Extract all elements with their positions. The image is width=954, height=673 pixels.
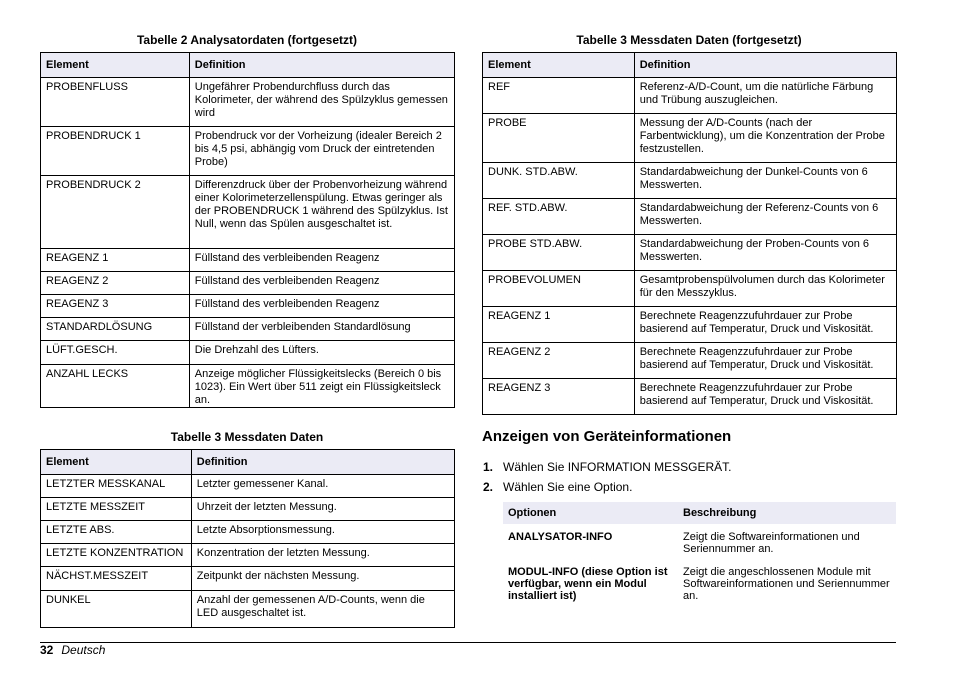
- table-row: [41, 567, 455, 591]
- element-cell: REF: [483, 78, 635, 114]
- element-cell: REAGENZ 2: [41, 272, 190, 295]
- table-row: [503, 559, 896, 605]
- footer-divider: [40, 642, 896, 643]
- table-header-row: [503, 502, 896, 524]
- definition-cell: Gesamtprobenspülvolumen durch das Kolorimeter für den Messzyklus.: [634, 271, 896, 307]
- definition-cell: Berechnete Reagenzzufuhrdauer zur Probe basierend auf Temperatur, Druck und Viskosität.: [634, 307, 896, 343]
- column-header: Optionen: [503, 502, 678, 524]
- table-row: [41, 544, 455, 567]
- table3-cont-caption: Tabelle 3 Messdaten Daten (fortgesetzt): [576, 33, 802, 47]
- element-cell: REF. STD.ABW.: [483, 199, 635, 235]
- element-cell: REAGENZ 2: [483, 343, 635, 379]
- definition-cell: Referenz-A/D-Count, um die natürliche Färbung und Trübung auszugleichen.: [634, 78, 896, 114]
- element-cell: REAGENZ 3: [41, 295, 190, 318]
- table-row: [483, 78, 897, 114]
- option-name: ANALYSATOR-INFO: [508, 531, 613, 543]
- table-row: [483, 199, 897, 235]
- section-heading: Anzeigen von Geräteinformationen: [482, 428, 732, 445]
- definition-cell: Berechnete Reagenzzufuhrdauer zur Probe basierend auf Temperatur, Druck und Viskosität.: [634, 379, 896, 415]
- element-cell: PROBENFLUSS: [41, 78, 190, 127]
- element-cell: PROBE STD.ABW.: [483, 235, 635, 271]
- element-cell: REAGENZ 1: [41, 249, 190, 272]
- column-header: Element: [41, 53, 190, 78]
- step-item: [483, 457, 897, 477]
- element-cell: LÜFT.GESCH.: [41, 341, 190, 365]
- definition-cell: Anzeige möglicher Flüssigkeitslecks (Bereich 0 bis 1023). Ein Wert über 511 zeigt ein Flüssigkeitsleck an.: [189, 365, 454, 408]
- measurement-data-table-continued: [482, 52, 897, 415]
- definition-cell: Füllstand des verbleibenden Reagenz: [189, 272, 454, 295]
- options-table: [503, 502, 896, 605]
- element-cell: PROBENDRUCK 1: [41, 127, 190, 176]
- table-row: [483, 343, 897, 379]
- table-row: [483, 379, 897, 415]
- column-header: Beschreibung: [678, 502, 896, 524]
- definition-cell: Differenzdruck über der Probenvorheizung während einer Kolorimeterzellenspülung. Etwas geringer als der PROBENDRUCK 1 während des Spülzyklus. Ist Null, wenn das Spülen ausgeschaltet ist.: [189, 176, 454, 249]
- table2-caption: Tabelle 2 Analysatordaten (fortgesetzt): [136, 33, 358, 47]
- definition-cell: Konzentration der letzten Messung.: [191, 544, 454, 567]
- definition-cell: Ungefährer Probendurchfluss durch das Kolorimeter, der während des Spülzyklus gemessen wird: [189, 78, 454, 127]
- column-header: Element: [483, 53, 635, 78]
- element-cell: LETZTE ABS.: [41, 521, 192, 544]
- element-cell: DUNK. STD.ABW.: [483, 163, 635, 199]
- element-cell: REAGENZ 1: [483, 307, 635, 343]
- element-cell: LETZTER MESSKANAL: [41, 475, 192, 498]
- table-row: [41, 365, 455, 408]
- table-row: [41, 521, 455, 544]
- step-number: 1.: [483, 460, 494, 474]
- element-cell: LETZTE MESSZEIT: [41, 498, 192, 521]
- table-row: [41, 341, 455, 365]
- option-description: Zeigt die Softwareinformationen und Seriennummer an.: [683, 531, 860, 555]
- definition-cell: Füllstand des verbleibenden Reagenz: [189, 295, 454, 318]
- element-cell: NÄCHST.MESSZEIT: [41, 567, 192, 591]
- step-text: Wählen Sie eine Option.: [503, 480, 633, 494]
- definition-cell: Probendruck vor der Vorheizung (idealer Bereich 2 bis 4,5 psi, abhängig vom Druck der eintretenden Probe): [189, 127, 454, 176]
- element-cell: LETZTE KONZENTRATION: [41, 544, 192, 567]
- table-row: [41, 591, 455, 628]
- table-header-row: [41, 450, 455, 475]
- definition-cell: Uhrzeit der letzten Messung.: [191, 498, 454, 521]
- analyzer-data-table: [40, 52, 455, 408]
- table-row: [41, 498, 455, 521]
- element-cell: DUNKEL: [41, 591, 192, 628]
- option-name: MODUL-INFO (diese Option ist verfügbar, wenn ein Modul installiert ist): [508, 566, 668, 602]
- definition-cell: Zeitpunkt der nächsten Messung.: [191, 567, 454, 591]
- table-row: [41, 249, 455, 272]
- table-header-row: [41, 53, 455, 78]
- definition-cell: Berechnete Reagenzzufuhrdauer zur Probe basierend auf Temperatur, Druck und Viskosität.: [634, 343, 896, 379]
- definition-cell: Füllstand des verbleibenden Reagenz: [189, 249, 454, 272]
- table-row: [483, 114, 897, 163]
- element-cell: ANZAHL LECKS: [41, 365, 190, 408]
- column-header: Definition: [189, 53, 454, 78]
- option-description: Zeigt die angeschlossenen Module mit Softwareinformationen und Seriennummer an.: [683, 566, 890, 602]
- element-cell: PROBE: [483, 114, 635, 163]
- table-header-row: [483, 53, 897, 78]
- table3-caption: Tabelle 3 Messdaten Daten: [170, 430, 324, 444]
- table-row: [41, 475, 455, 498]
- definition-cell: Standardabweichung der Proben-Counts von 6 Messwerten.: [634, 235, 896, 271]
- page-number: 32: [40, 643, 54, 657]
- element-cell: REAGENZ 3: [483, 379, 635, 415]
- definition-cell: Letzte Absorptionsmessung.: [191, 521, 454, 544]
- definition-cell: Die Drehzahl des Lüfters.: [189, 341, 454, 365]
- table-row: [41, 78, 455, 127]
- table-row: [483, 271, 897, 307]
- column-header: Element: [41, 450, 192, 475]
- table-row: [41, 272, 455, 295]
- page-footer: [40, 643, 105, 657]
- step-number: 2.: [483, 480, 494, 494]
- table-row: [483, 235, 897, 271]
- table-row: [41, 295, 455, 318]
- step-text: Wählen Sie INFORMATION MESSGERÄT.: [503, 460, 732, 474]
- definition-cell: Messung der A/D-Counts (nach der Farbentwicklung), um die Konzentration der Probe festzustellen.: [634, 114, 896, 163]
- table-row: [483, 163, 897, 199]
- steps-list: [483, 457, 897, 497]
- element-cell: PROBEVOLUMEN: [483, 271, 635, 307]
- table-row: [41, 318, 455, 341]
- definition-cell: Füllstand der verbleibenden Standardlösung: [189, 318, 454, 341]
- definition-cell: Standardabweichung der Referenz-Counts von 6 Messwerten.: [634, 199, 896, 235]
- element-cell: STANDARDLÖSUNG: [41, 318, 190, 341]
- table-row: [41, 176, 455, 249]
- table-row: [503, 524, 896, 559]
- element-cell: PROBENDRUCK 2: [41, 176, 190, 249]
- definition-cell: Standardabweichung der Dunkel-Counts von 6 Messwerten.: [634, 163, 896, 199]
- table-row: [483, 307, 897, 343]
- definition-cell: Anzahl der gemessenen A/D-Counts, wenn die LED ausgeschaltet ist.: [191, 591, 454, 628]
- column-header: Definition: [634, 53, 896, 78]
- step-item: [483, 477, 897, 497]
- table-row: [41, 127, 455, 176]
- footer-language: Deutsch: [61, 643, 106, 657]
- column-header: Definition: [191, 450, 454, 475]
- definition-cell: Letzter gemessener Kanal.: [191, 475, 454, 498]
- measurement-data-table: [40, 449, 455, 628]
